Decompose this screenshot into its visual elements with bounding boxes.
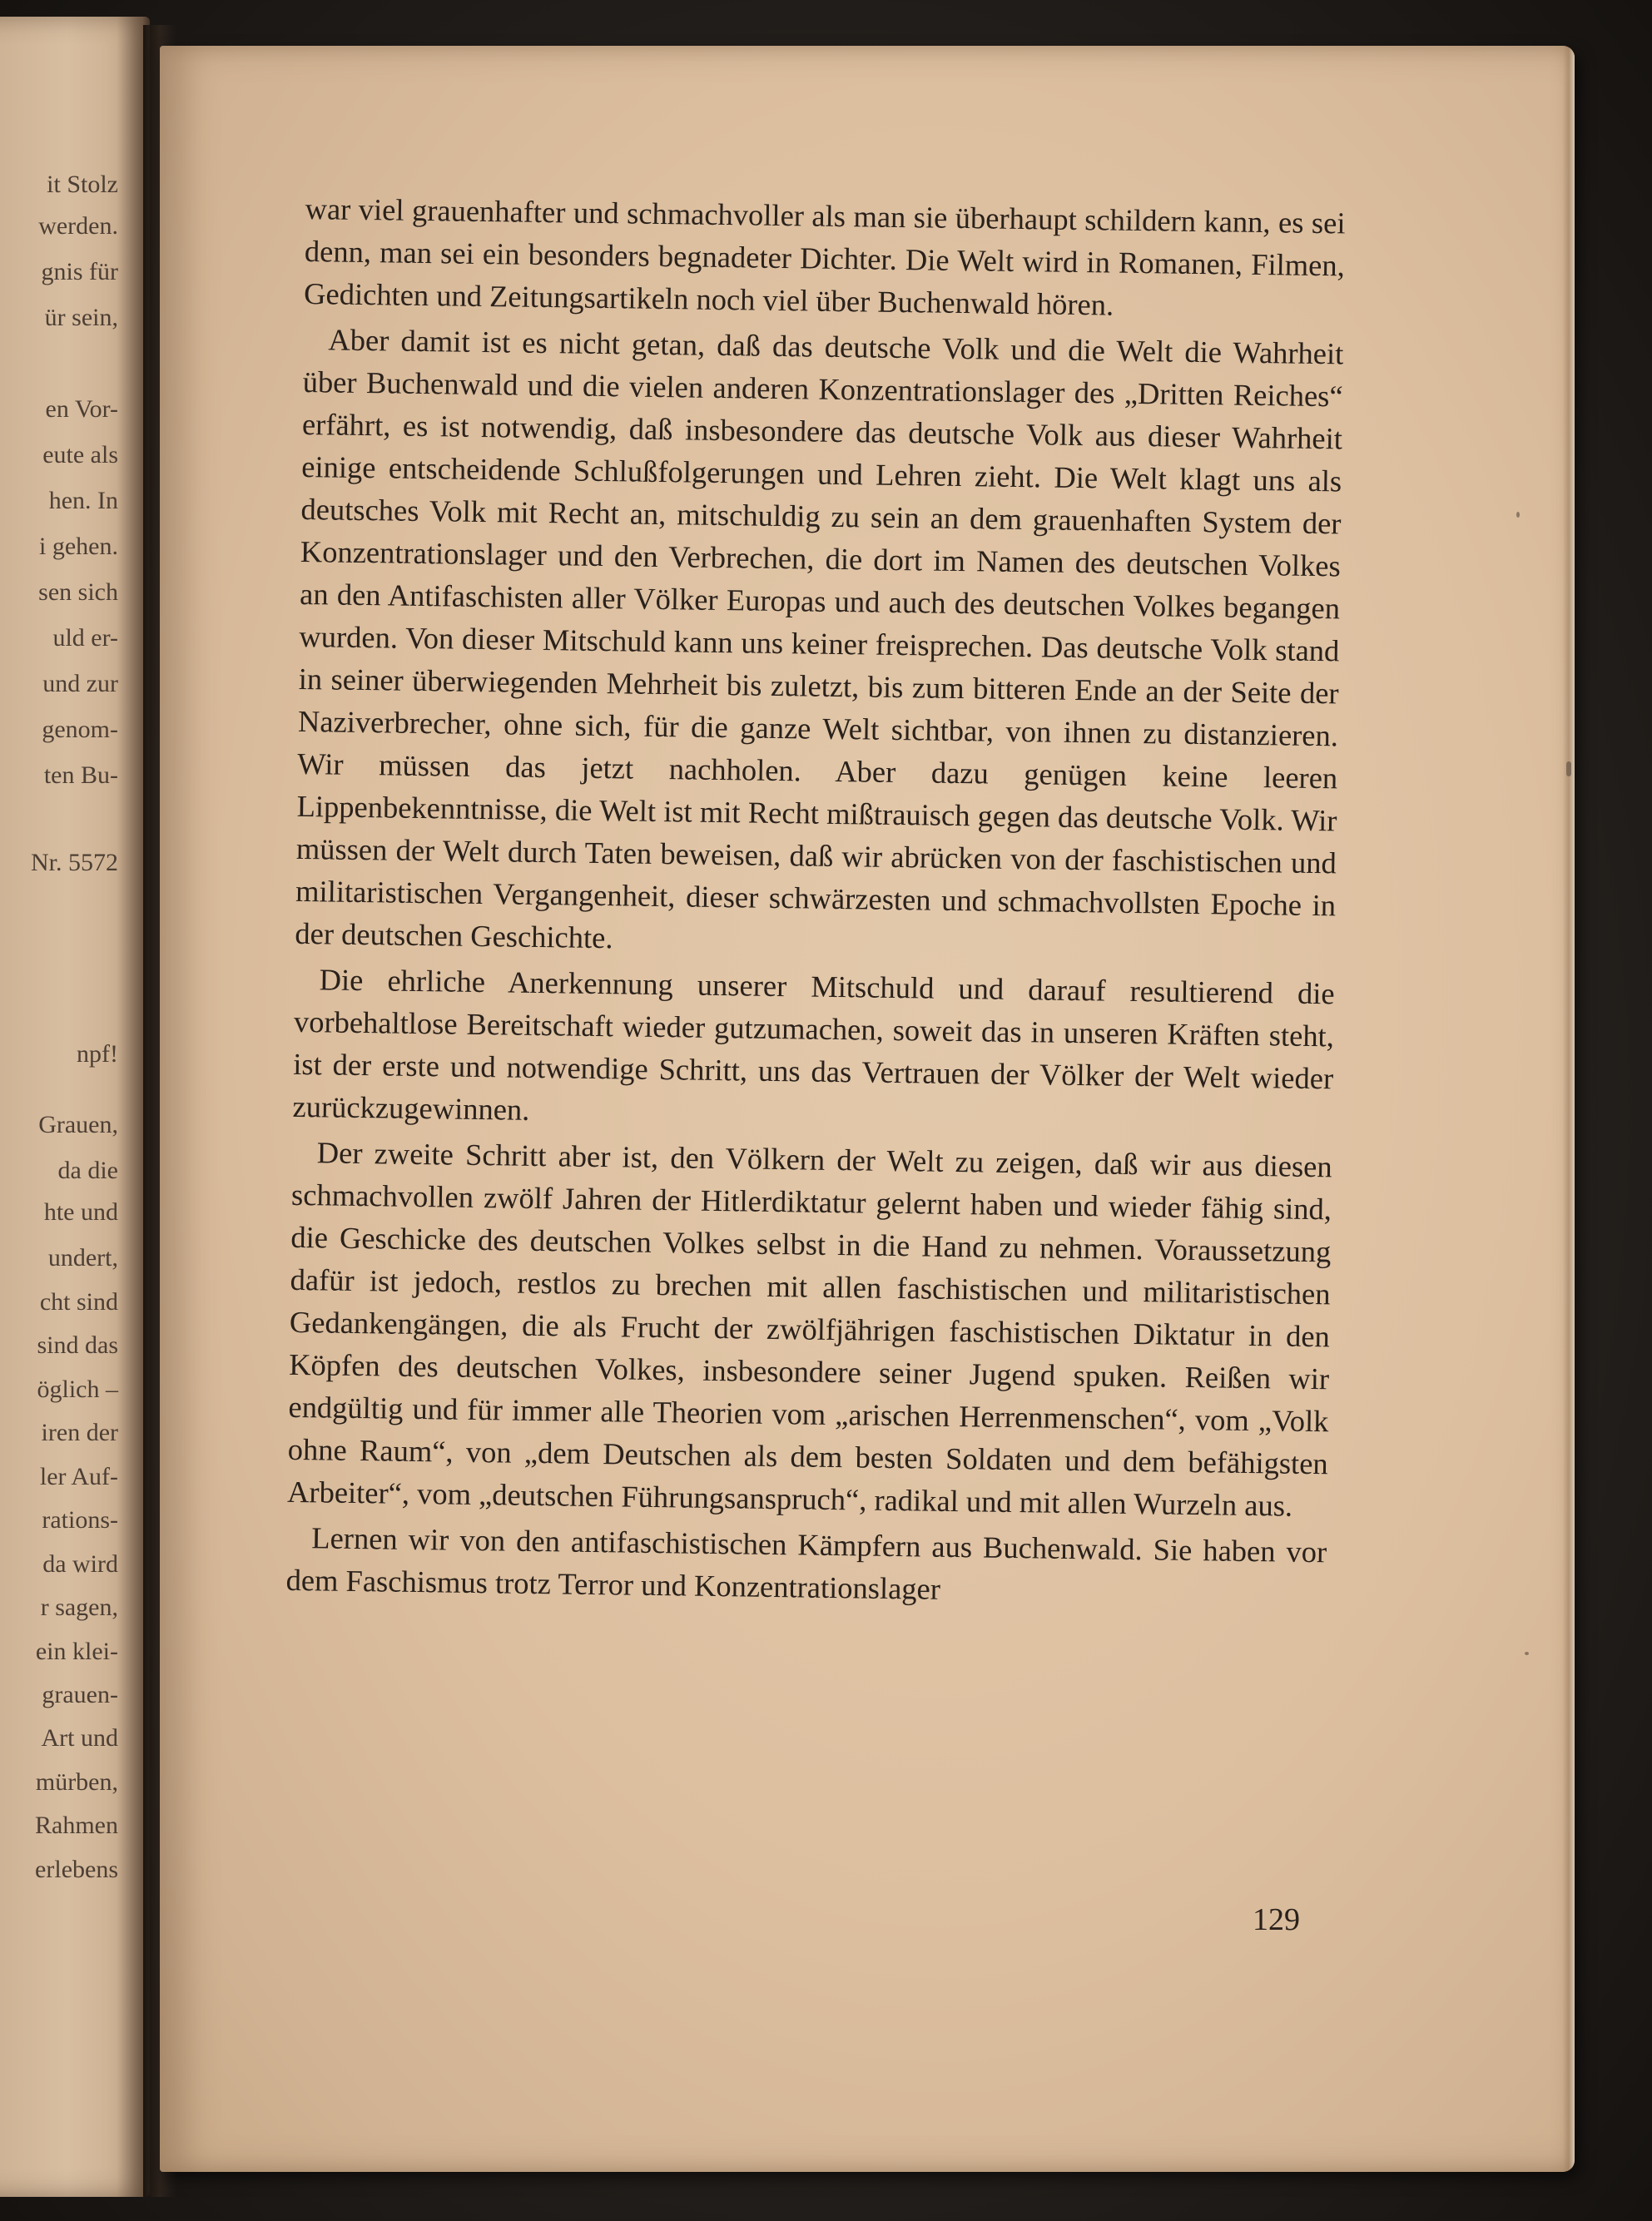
left-page-line: r sagen, (40, 1594, 118, 1621)
left-page-line: npf! (77, 1040, 118, 1068)
left-page-line: rations- (42, 1506, 118, 1534)
left-page-line: und zur (42, 670, 118, 697)
page-number: 129 (1253, 1902, 1300, 1937)
left-page-line: sind das (37, 1331, 118, 1359)
left-page-line: hte und (43, 1198, 118, 1226)
left-page-line: da wird (42, 1550, 118, 1578)
left-page-line: it Stolz (47, 171, 118, 198)
left-page-line: cht sind (39, 1288, 118, 1316)
left-page-line: uld er- (52, 624, 118, 652)
left-page-line: iren der (41, 1419, 118, 1446)
left-page-line: Rahmen (35, 1812, 118, 1839)
paper-speck (1516, 512, 1520, 518)
left-page-line: grauen- (42, 1681, 118, 1708)
left-page-line: Nr. 5572 (31, 849, 118, 876)
left-page-line: ein klei- (35, 1638, 118, 1665)
left-page-line: Grauen, (38, 1111, 118, 1138)
left-page-line: ür sein, (44, 304, 118, 331)
left-page-line: Art und (41, 1724, 118, 1752)
body-text (285, 187, 1346, 1615)
left-page-line: i gehen. (39, 533, 118, 560)
left-page-line: genom- (42, 716, 118, 743)
left-page-line: ler Auf- (39, 1463, 118, 1490)
left-page-line: undert, (47, 1244, 118, 1272)
left-page-line: eute als (42, 441, 118, 468)
paragraph: Lernen wir von den antifaschistischen Kämpfern aus Buchenwald. Sie haben vor dem Faschismus trotz Terror und Konzentrationslager (285, 1520, 1327, 1606)
paragraph: Der zweite Schritt aber ist, den Völkern der Welt zu zeigen, daß wir aus diesen schmachvollen zwölf Jahren der Hitlerdiktatur gelernt haben und wieder fähig sind, die Geschicke des deutschen Volkes selbst in die Hand zu nehmen. Voraussetzung dafür ist jedoch, restlos zu brechen mit allen faschistischen und militaristischen Gedankengängen, die als Frucht der zwölfjährigen faschistischen Diktatur in den Köpfen des deutschen Volkes, insbesondere seiner Jugend spuken. Reißen wir endgültig und für immer alle Theorien vom „arischen Herrenmenschen“, vom „Volk ohne Raum“, von „dem Deutschen als dem besten Soldaten und dem befähigsten Arbeiter“, vom „deutschen Führungsanspruch“, radikal und mit allen Wurzeln aus. (286, 1135, 1332, 1523)
paragraph: Die ehrliche Anerkennung unserer Mitschuld und darauf resultierend die vorbehaltlose Bereitschaft wieder gutzumachen, soweit das in unseren Kräften steht, ist der erste und notwendige Schritt, uns das Vertrauen der Völker der Welt wieder zurückzugewinnen. (292, 962, 1335, 1127)
left-page-line: sen sich (38, 578, 118, 606)
paper-speck (1566, 761, 1571, 776)
previous-page (0, 17, 150, 2197)
main-page (160, 46, 1575, 2172)
paper-speck (1525, 1652, 1529, 1655)
left-page-line: erlebens (35, 1856, 118, 1883)
left-page-line: öglich – (37, 1376, 118, 1403)
left-page-line: da die (57, 1157, 118, 1184)
left-page-line: ten Bu- (43, 761, 118, 789)
left-page-line: mürben, (35, 1768, 118, 1796)
paragraph: Aber damit ist es nicht getan, daß das deutsche Volk und die Welt die Wahrheit über Buchenwald und die vielen anderen Konzentrationslager des „Dritten Reiches“ erfährt, es ist notwendig, daß insbesondere das deutsche Volk aus dieser Wahrheit einige entscheidende Schlußfolgerungen und Lehren zieht. Die Welt klagt uns als deutsches Volk mit Recht an, mitschuldig zu sein an dem grauenhaften System der Konzentrationslager und den Verbrechen, die dort im Namen des deutschen Volkes an den Antifaschisten aller Völker Europas und auch des deutschen Volkes begangen wurden. Von dieser Mitschuld kann uns keiner freisprechen. Das deutsche Volk stand in seiner überwiegenden Mehrheit bis zuletzt, bis zum bitteren Ende an der Seite der Naziverbrecher, ohne sich, für die ganze Welt sichtbar, von ihnen zu distanzieren. Wir müssen das jetzt nachholen. Aber dazu genügen keine leeren Lippenbekenntnisse, die Welt ist mit Recht mißtrauisch gegen das deutsche Volk. Wir müssen der Welt durch Taten beweisen, daß wir abrücken von der faschistischen und militaristischen Vergangenheit, dieser schwärzesten und schmachvollsten Epoche in der deutschen Geschichte. (295, 322, 1344, 955)
left-page-line: hen. In (48, 487, 118, 514)
page-edge (1563, 46, 1575, 2172)
paragraph: war viel grauenhafter und schmachvoller als man sie überhaupt schildern kann, es sei denn, man sei ein besonders begnadeter Dichter. Die Welt wird in Romanen, Filmen, Gedichten und Zeitungsartikeln noch viel über Buchenwald hören. (303, 191, 1346, 322)
left-page-line: gnis für (41, 258, 118, 285)
left-page-line: en Vor- (45, 395, 118, 423)
left-page-line: werden. (38, 212, 118, 240)
